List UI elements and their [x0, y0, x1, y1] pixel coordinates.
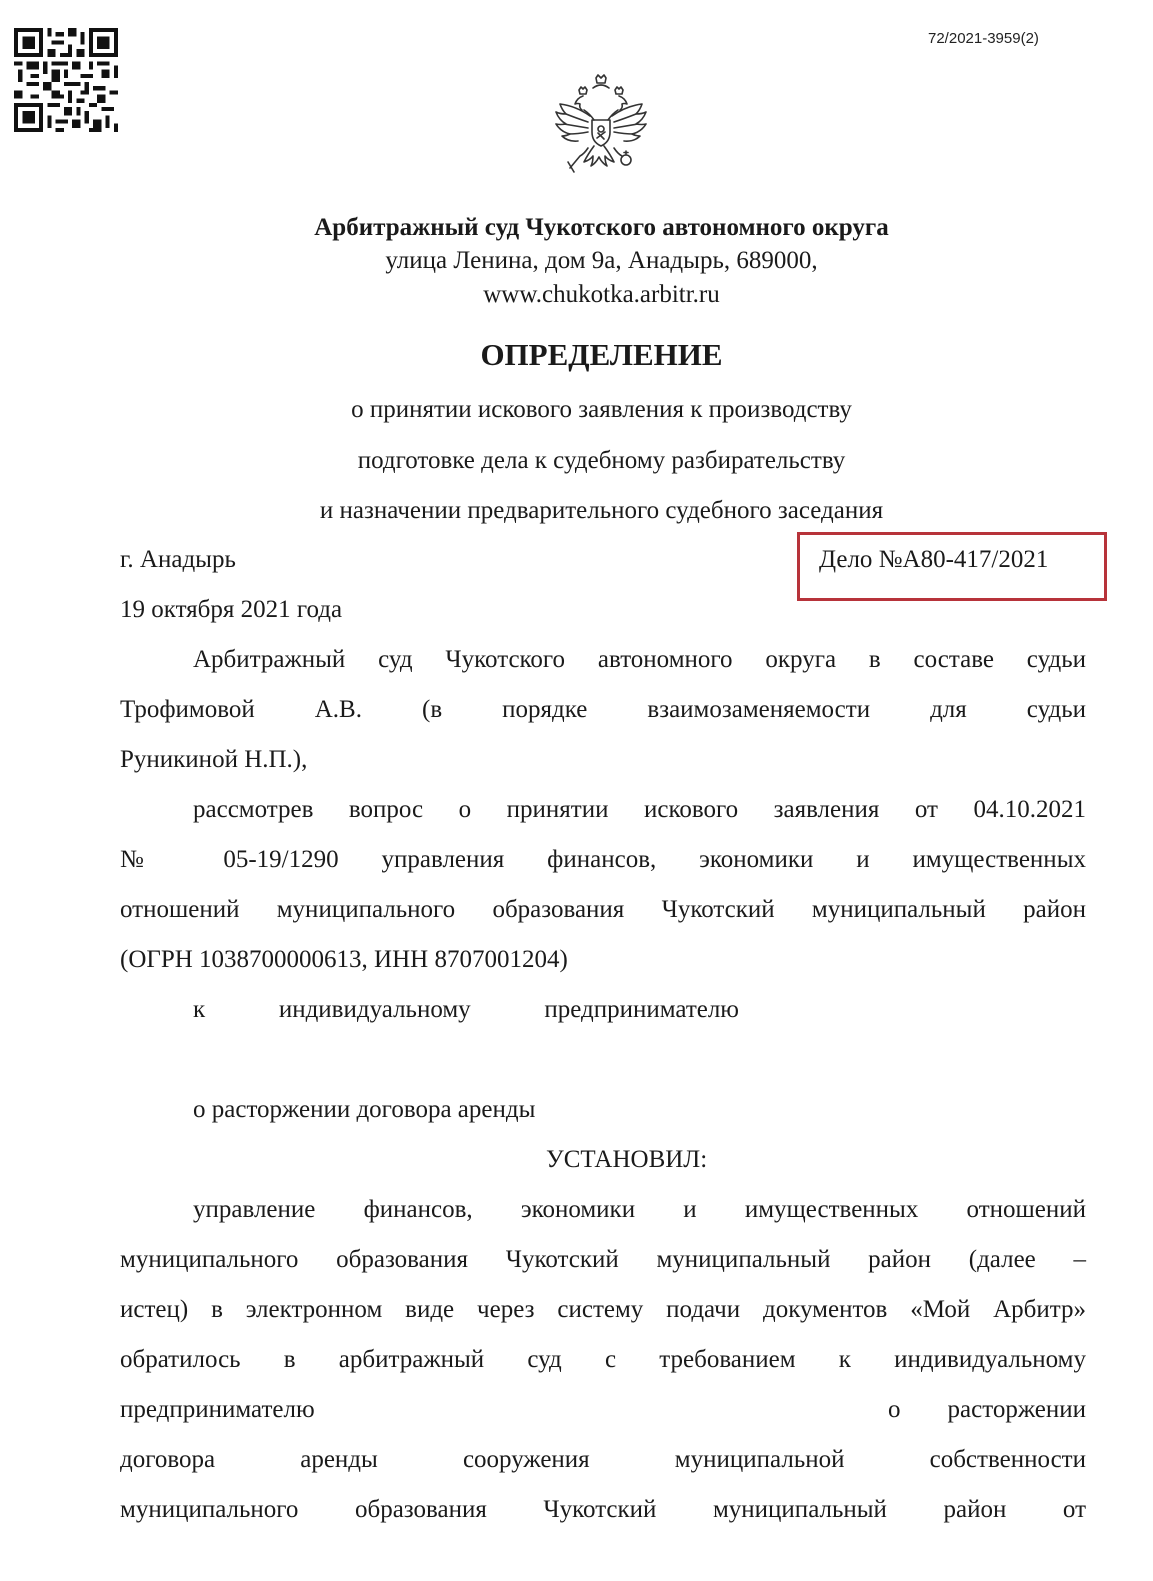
paragraph-line: к индивидуальному предпринимателю: [193, 996, 739, 1023]
court-name: Арбитражный суд Чукотского автономного округа: [314, 214, 889, 241]
paragraph-line: предпринимателю: [120, 1396, 315, 1423]
document-subtitle-line: о принятии искового заявления к производству: [351, 396, 852, 423]
paragraph-line: муниципального образования Чукотский муниципальный район от: [120, 1496, 1086, 1523]
coat-of-arms-icon: [546, 72, 656, 182]
paragraph-line: рассмотрев вопрос о принятии искового заявления от 04.10.2021: [193, 796, 1086, 823]
case-number: Дело №А80-417/2021: [819, 546, 1049, 573]
paragraph-line: истец) в электронном виде через систему подачи документов «Мой Арбитр»: [120, 1296, 1086, 1323]
paragraph-line: Арбитражный суд Чукотского автономного округа в составе судьи: [193, 646, 1086, 673]
paragraph-line: Руникиной Н.П.),: [120, 746, 308, 773]
case-reference: 72/2021-3959(2): [928, 30, 1039, 47]
paragraph-line: управление финансов, экономики и имущественных отношений: [193, 1196, 1086, 1223]
paragraph-line: муниципального образования Чукотский муниципальный район (далее –: [120, 1246, 1086, 1273]
qr-code-icon: [14, 28, 118, 132]
document-subtitle-line: и назначении предварительного судебного заседания: [319, 497, 884, 524]
paragraph-line: о расторжении: [888, 1396, 1086, 1423]
paragraph-line: № 05-19/1290 управления финансов, экономики и имущественных: [120, 846, 1086, 873]
court-address: улица Ленина, дом 9а, Анадырь, 689000,: [385, 247, 818, 274]
paragraph-line: договора аренды сооружения муниципальной собственности: [120, 1446, 1086, 1473]
paragraph-line: (ОГРН 1038700000613, ИНН 8707001204): [120, 946, 568, 973]
document-city: г. Анадырь: [120, 546, 236, 573]
paragraph-line: обратилось в арбитражный суд с требованием к индивидуальному: [120, 1346, 1086, 1373]
document-date: 19 октября 2021 года: [120, 596, 343, 623]
document-subtitle-line: подготовке дела к судебному разбирательству: [357, 447, 846, 474]
document-title: ОПРЕДЕЛЕНИЕ: [480, 337, 723, 372]
paragraph-line: Трофимовой А.В. (в порядке взаимозаменяемости для судьи: [120, 696, 1086, 723]
court-website: www.chukotka.arbitr.ru: [483, 281, 720, 308]
section-heading-established: УСТАНОВИЛ:: [546, 1146, 708, 1173]
paragraph-line: отношений муниципального образования Чукотский муниципальный район: [120, 896, 1086, 923]
paragraph-line: о расторжении договора аренды: [193, 1096, 536, 1123]
